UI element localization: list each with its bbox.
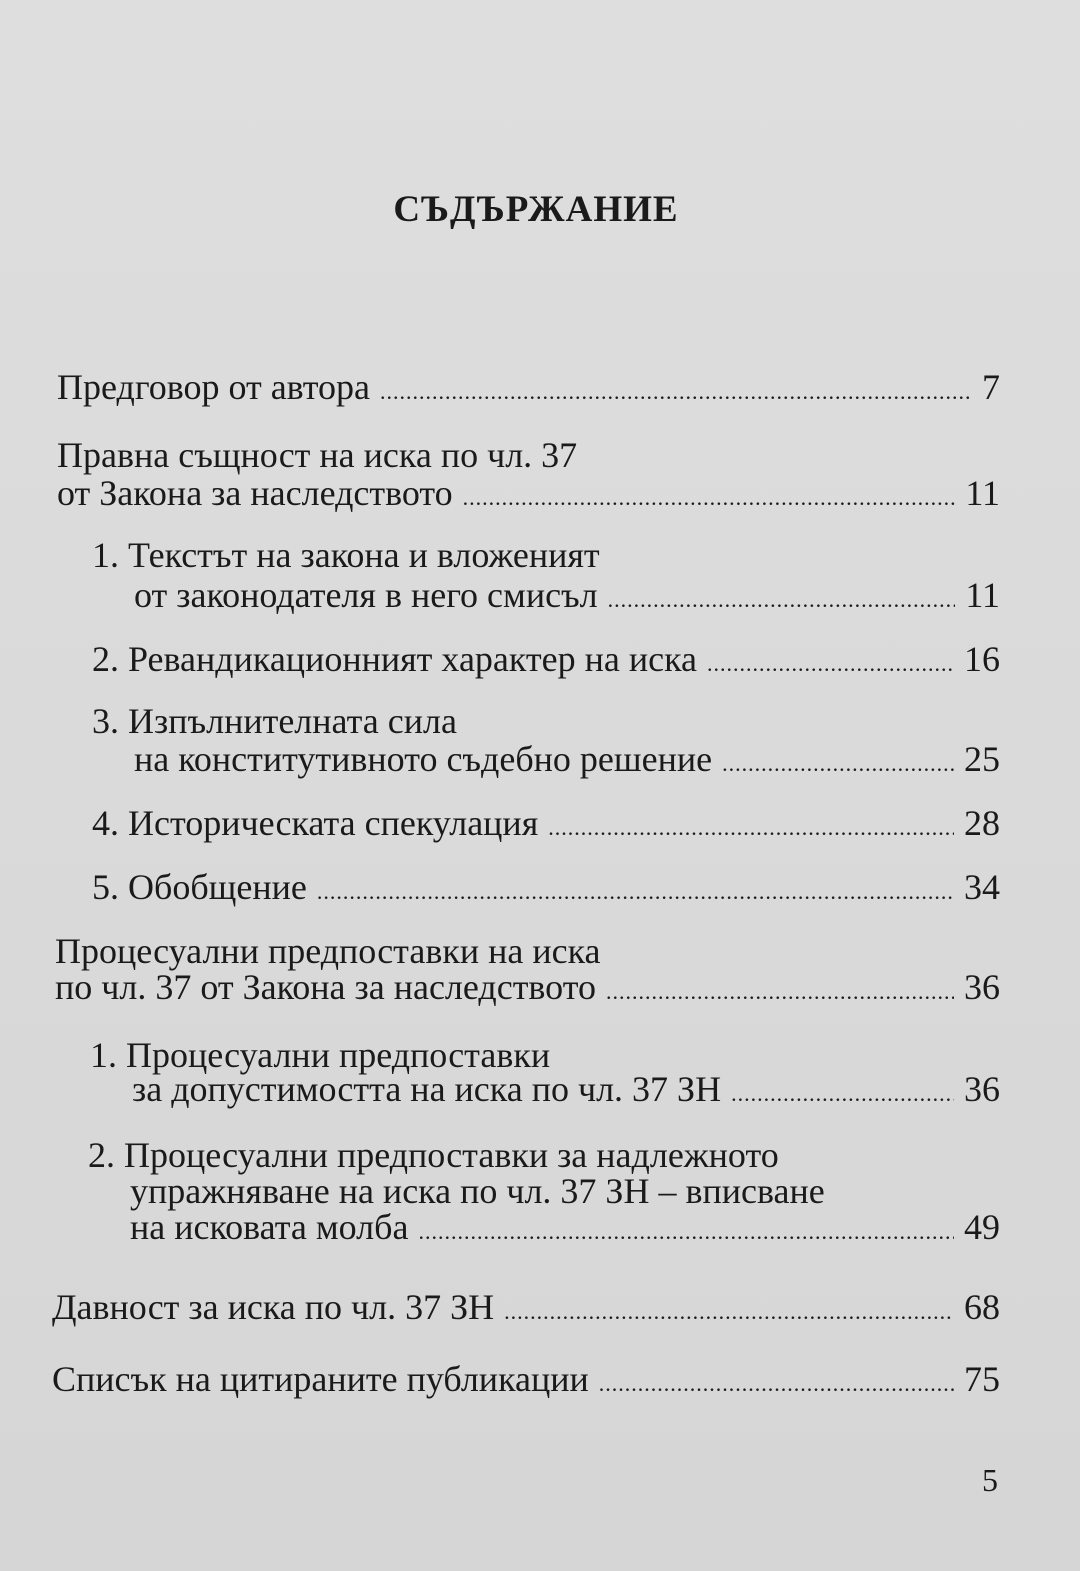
toc-entry <box>134 576 1000 619</box>
toc-entry-title: на исковата молба <box>130 1207 409 1247</box>
page-number: 5 <box>982 1462 998 1498</box>
toc-entry <box>92 804 1000 847</box>
toc-entry-title: от Закона за наследството <box>57 473 453 513</box>
toc-entry-page: 11 <box>965 575 1000 615</box>
toc-entry-title: 5. Обобщение <box>92 867 307 907</box>
toc-entry-line: Процесуални предпоставки на иска <box>55 931 601 971</box>
dot-leader <box>418 1213 954 1251</box>
page-title: СЪДЪРЖАНИЕ <box>393 189 679 230</box>
toc-entry <box>57 474 1000 517</box>
toc-entry-page: 68 <box>964 1287 1000 1327</box>
toc-entry-page: 28 <box>964 803 1000 843</box>
toc-entry-page: 36 <box>964 1069 1000 1109</box>
toc-entry <box>92 868 1000 911</box>
toc-entry-page: 11 <box>965 473 1000 513</box>
dot-leader <box>504 1293 954 1331</box>
dot-leader <box>707 645 954 683</box>
toc-entry <box>55 968 1000 1011</box>
toc-entry-page: 25 <box>964 739 1000 779</box>
dot-leader <box>317 873 954 911</box>
toc-entry-title: 4. Историческата спекулация <box>92 803 539 843</box>
toc-entry <box>57 368 1000 411</box>
toc-entry <box>52 1288 1000 1331</box>
dot-leader <box>463 479 956 517</box>
toc-entry-line: 2. Процесуални предпоставки за надлежното <box>88 1135 779 1175</box>
toc-entry <box>130 1208 1000 1251</box>
toc-entry-title: по чл. 37 от Закона за наследството <box>55 967 596 1007</box>
toc-entry-title: Предговор от автора <box>57 367 371 407</box>
toc-entry <box>92 640 1000 683</box>
toc-entry-title: от законодателя в него смисъл <box>134 575 598 615</box>
dot-leader <box>380 373 972 411</box>
toc-entry-title: Давност за иска по чл. 37 ЗН <box>52 1287 495 1327</box>
toc-entry-title: 2. Ревандикационният характер на иска <box>92 639 698 679</box>
dot-leader <box>599 1365 954 1403</box>
toc-entry <box>134 740 1000 783</box>
toc-entry-page: 34 <box>964 867 1000 907</box>
toc-entry-line: 3. Изпълнителната сила <box>92 701 457 741</box>
dot-leader <box>722 745 954 783</box>
toc-entry-line: Правна същност на иска по чл. 37 <box>57 435 578 475</box>
toc-entry-title: за допустимостта на иска по чл. 37 ЗН <box>132 1069 722 1109</box>
dot-leader <box>606 973 954 1011</box>
dot-leader <box>731 1075 954 1113</box>
toc-entry-title: Списък на цитираните публикации <box>52 1359 589 1399</box>
toc-entry-page: 36 <box>964 967 1000 1007</box>
toc-entry-page: 75 <box>964 1359 1000 1399</box>
toc-entry-page: 16 <box>964 639 1000 679</box>
toc-entry-page: 49 <box>964 1207 1000 1247</box>
toc-entry <box>132 1070 1000 1113</box>
toc-entry-line: 1. Процесуални предпоставки <box>90 1035 551 1075</box>
toc-entry-title: на конститутивното съдебно решение <box>134 739 713 779</box>
toc-entry <box>52 1360 1000 1403</box>
dot-leader <box>608 581 956 619</box>
toc-entry-page: 7 <box>982 367 1000 407</box>
dot-leader <box>548 809 954 847</box>
toc-entry-line: 1. Текстът на закона и вложеният <box>92 535 600 575</box>
toc-entry-line: упражняване на иска по чл. 37 ЗН – вписване <box>130 1171 825 1211</box>
